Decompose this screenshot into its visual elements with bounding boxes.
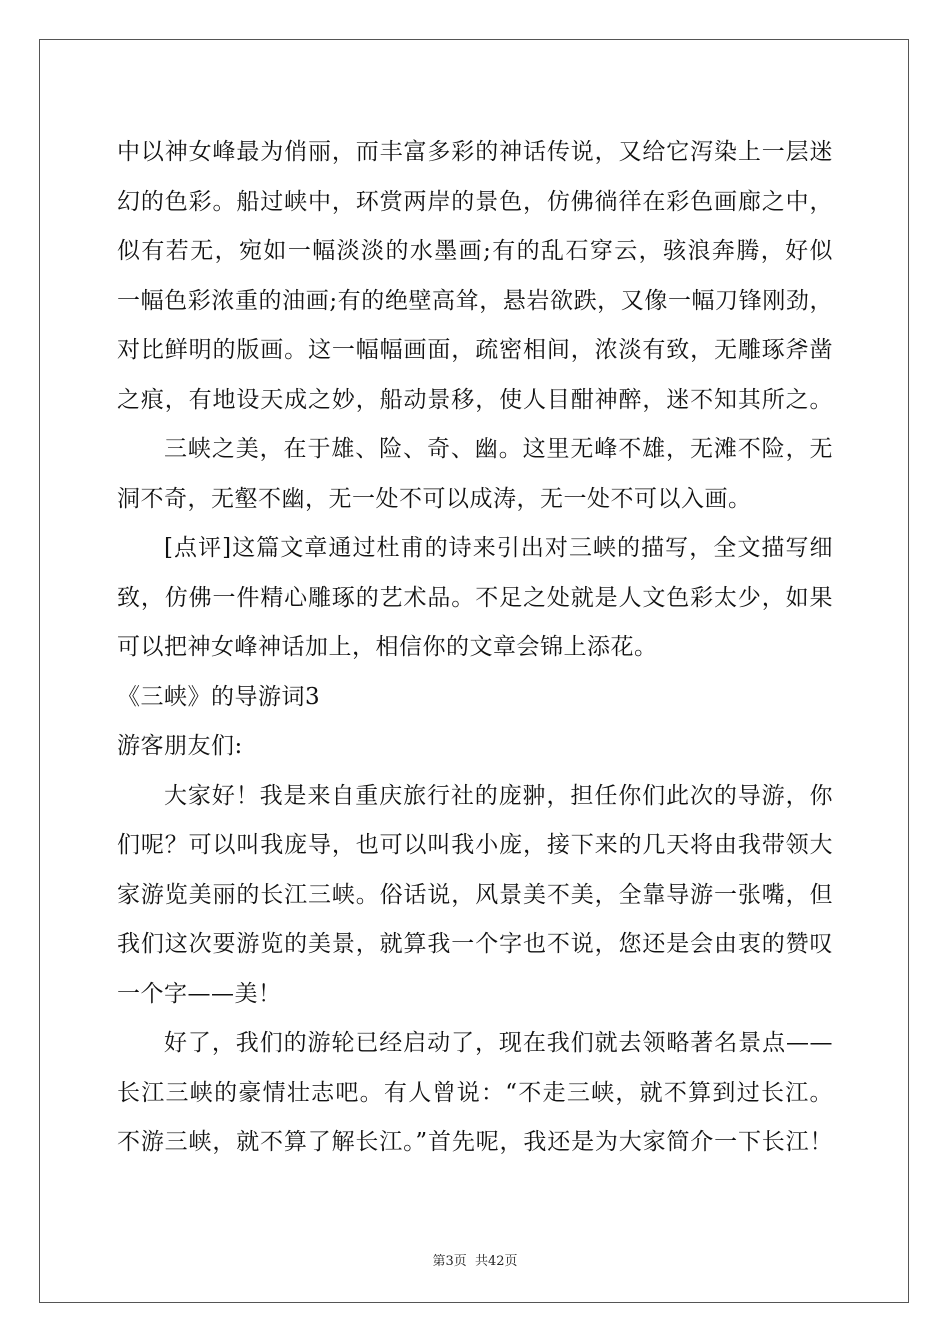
comment-line: 致，仿佛一件精心雕琢的艺术品。不足之处就是人文色彩太少，如果 xyxy=(117,584,833,611)
text-line: 之痕，有地设天成之妙，船动景移，使人目酣神醉，迷不知其所之。 xyxy=(117,386,833,413)
text-line: 好了，我们的游轮已经启动了，现在我们就去领略著名景点—— xyxy=(164,1030,833,1056)
total-pages: 共42页 xyxy=(474,1254,518,1269)
text-line: 似有若无，宛如一幅淡淡的水墨画;有的乱石穿云，骇浪奔腾，好似 xyxy=(117,238,833,264)
text-line: 我们这次要游览的美景，就算我一个字也不说，您还是会由衷的赞叹 xyxy=(117,931,833,957)
text-line: 大家好！我是来自重庆旅行社的庞翀，担任你们此次的导游，你 xyxy=(164,782,833,809)
page-number: 第3页 xyxy=(432,1254,467,1269)
text-line: 一个字——美！ xyxy=(117,980,282,1007)
section-heading: 《三峡》的导游词3 xyxy=(117,683,321,710)
text-line: 不游三峡，就不算了解长江。”首先呢，我还是为大家简介一下长江！ xyxy=(117,1129,833,1155)
salutation: 游客朋友们: xyxy=(117,733,243,759)
text-line: 一幅色彩浓重的油画;有的绝壁高耸，悬岩欲跌，又像一幅刀锋刚劲， xyxy=(117,287,833,314)
comment-line: 可以把神女峰神话加上，相信你的文章会锦上添花。 xyxy=(117,634,658,660)
text-line: 长江三峡的豪情壮志吧。有人曾说：“不走三峡，就不算到过长江。 xyxy=(117,1079,833,1106)
text-line: 对比鲜明的版画。这一幅幅画面，疏密相间，浓淡有致，无雕琢斧凿 xyxy=(117,337,833,363)
text-line: 三峡之美，在于雄、险、奇、幽。这里无峰不雄，无滩不险，无 xyxy=(164,436,833,462)
comment-line: [点评]这篇文章通过杜甫的诗来引出对三峡的描写，全文描写细 xyxy=(164,535,833,561)
text-line: 中以神女峰最为俏丽，而丰富多彩的神话传说，又给它泻染上一层迷 xyxy=(117,139,833,165)
text-line: 幻的色彩。船过峡中，环赏两岸的景色，仿佛徜徉在彩色画廊之中， xyxy=(117,188,833,215)
text-line: 家游览美丽的长江三峡。俗话说，风景美不美，全靠导游一张嘴，但 xyxy=(117,881,833,908)
page-footer xyxy=(0,1250,950,1269)
document-body xyxy=(117,128,833,1168)
text-line: 们呢？可以叫我庞导，也可以叫我小庞，接下来的几天将由我带领大 xyxy=(117,832,833,858)
text-line: 洞不奇，无壑不幽，无一处不可以成涛，无一处不可以入画。 xyxy=(117,485,752,512)
